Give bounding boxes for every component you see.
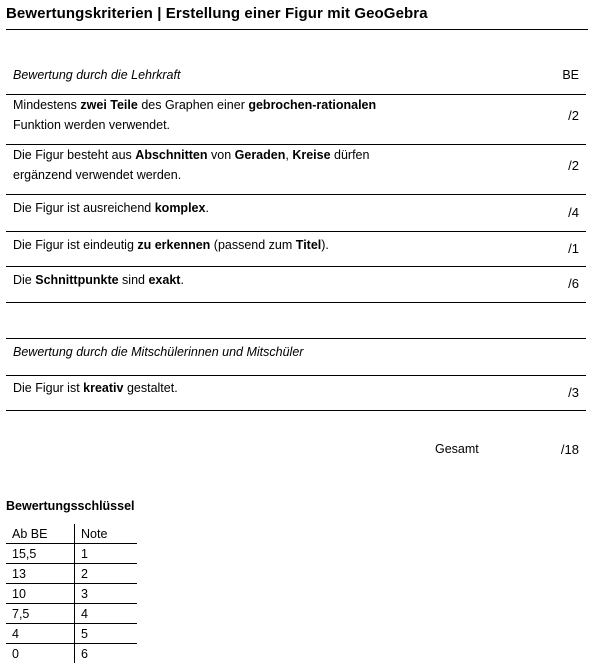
bold-text: Titel [295, 238, 322, 252]
text: . [180, 273, 184, 287]
be-column-header: BE [562, 68, 579, 82]
header-note: Note [75, 524, 138, 544]
text: (passend zum [210, 238, 296, 252]
divider [6, 338, 586, 339]
grading-key-table [6, 524, 137, 663]
text: , [285, 148, 293, 162]
cell-threshold: 10 [6, 584, 75, 604]
cell-threshold: 0 [6, 644, 75, 663]
table-row [6, 544, 137, 564]
criterion-text [13, 145, 433, 185]
criterion-text [13, 378, 433, 398]
criterion-score: /1 [568, 241, 579, 256]
text: ). [321, 238, 329, 252]
cell-threshold: 4 [6, 624, 75, 644]
text: dürfen [330, 148, 370, 162]
title-underline [6, 29, 588, 30]
text: sind [118, 273, 149, 287]
criterion-text [13, 198, 433, 218]
peer-section-label: Bewertung durch die Mitschülerinnen und Mitschüler [13, 345, 304, 359]
text: Die Figur ist ausreichend [13, 201, 155, 215]
cell-grade: 2 [75, 564, 138, 584]
bold-text: Geraden [234, 148, 286, 162]
criterion-text [13, 235, 433, 255]
divider [6, 194, 586, 195]
text: Die Figur ist [13, 381, 84, 395]
criterion-score: /2 [568, 158, 579, 173]
criterion-text [13, 95, 433, 135]
bold-text: Abschnitten [135, 148, 208, 162]
text: . [205, 201, 209, 215]
text: Die Figur ist eindeutig [13, 238, 138, 252]
cell-grade: 5 [75, 624, 138, 644]
cell-grade: 3 [75, 584, 138, 604]
bold-text: Schnittpunkte [35, 273, 119, 287]
text: Die Figur besteht aus [13, 148, 136, 162]
table-row [6, 584, 137, 604]
table-row [6, 604, 137, 624]
divider [6, 375, 586, 376]
bold-text: zwei Teile [80, 98, 138, 112]
divider [6, 410, 586, 411]
table-row [6, 564, 137, 584]
grading-key-title: Bewertungsschlüssel [6, 499, 135, 513]
bold-text: Kreise [292, 148, 331, 162]
text: ergänzend verwendet werden. [13, 168, 182, 182]
divider [6, 302, 586, 303]
bold-text: gebrochen-rationalen [248, 98, 377, 112]
total-label: Gesamt [435, 442, 479, 456]
bold-text: kreativ [83, 381, 124, 395]
divider [6, 266, 586, 267]
divider [6, 231, 586, 232]
text: des Graphen einer [137, 98, 249, 112]
bold-text: komplex [154, 201, 206, 215]
header-ab-be: Ab BE [6, 524, 75, 544]
cell-grade: 6 [81, 647, 88, 661]
table-header-row [6, 524, 137, 544]
cell-grade: 1 [75, 544, 138, 564]
criterion-text [13, 270, 433, 290]
table-row [6, 644, 137, 663]
text: Die [13, 273, 36, 287]
table-row [6, 624, 137, 644]
criterion-score: /4 [568, 205, 579, 220]
total-score: /18 [560, 442, 579, 457]
text: von [207, 148, 235, 162]
criterion-score: /3 [568, 385, 579, 400]
cell-threshold: 7,5 [6, 604, 75, 624]
teacher-section-label: Bewertung durch die Lehrkraft [13, 68, 181, 82]
cell-grade: 4 [75, 604, 138, 624]
text: gestaltet. [123, 381, 178, 395]
cell-threshold: 15,5 [6, 544, 75, 564]
criterion-score: /6 [568, 276, 579, 291]
document-title: Bewertungskriterien | Erstellung einer Figur mit GeoGebra [6, 5, 428, 22]
text: Mindestens [13, 98, 81, 112]
bold-text: exakt [148, 273, 181, 287]
criterion-score: /2 [568, 108, 579, 123]
cell-threshold: 13 [6, 564, 75, 584]
text: Funktion werden verwendet. [13, 118, 171, 132]
bold-text: zu erkennen [137, 238, 211, 252]
